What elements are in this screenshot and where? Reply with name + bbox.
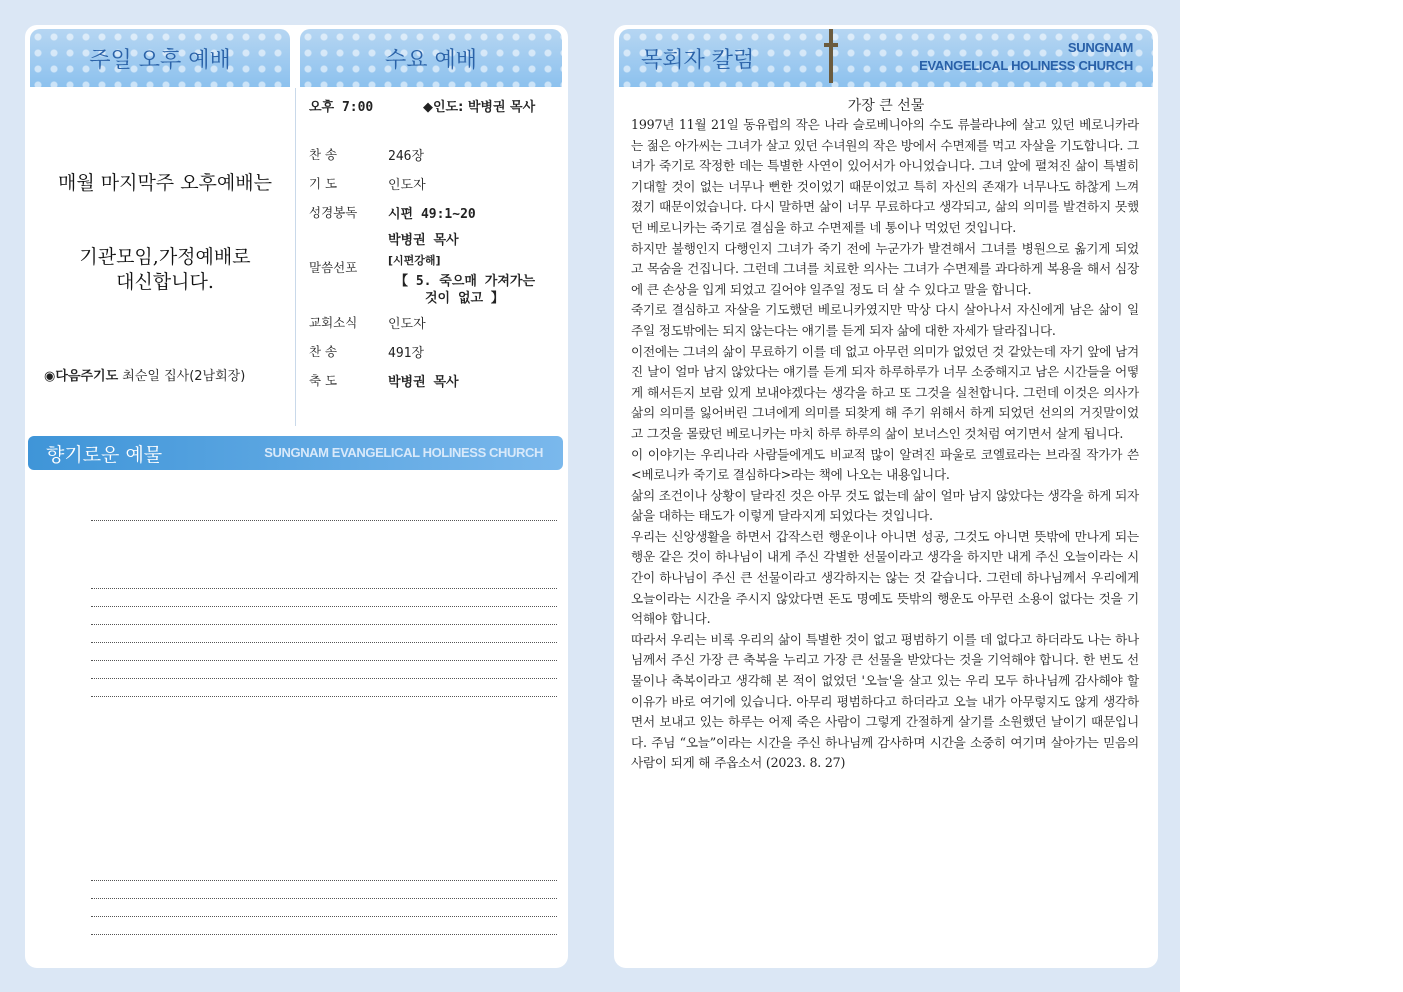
column-paragraph: 하지만 불행인지 다행인지 그녀가 죽기 전에 누군가가 발견해서 그녀를 병원으로 옮기게 되었고 목숨을 건집니다. 그런데 그녀를 치료한 의사는 그녀가 수면제를 과다하게 복용을 해서 심장에 큰 손상을 입게 되었고 길어야 일주일 정도 더 살 수 있다고 말을 합니다. bbox=[631, 240, 1139, 297]
row-label-sermon: 말씀선포 bbox=[309, 260, 358, 275]
row-label-scripture: 성경봉독 bbox=[309, 205, 358, 220]
sermon-title-line1: 【 5. 죽으매 가져가는 bbox=[395, 274, 536, 289]
next-prayer bbox=[44, 365, 245, 384]
column-divider bbox=[295, 88, 296, 426]
column-paragraph: 이전에는 그녀의 삶이 무료하기 이를 데 없고 아무런 의미가 없었던 것 같았는데 자기 앞에 남겨진 날이 얼마 남지 않았다는 얘기를 듣게 되자 하루하루가 너무 소중해지고 남은 시간들을 어떻게 해서든지 보람 있게 보내야겠다는 생각을 하고 또 그것을 실천합니다. 그런데 이것은 의사가 삶의 의미를 잃어버린 그녀에게 의미를 되찾게 해 주기 위해서 하게 되었던 선의의 거짓말이었고 그것을 몰랐던 베로니카는 마치 하루 하루의 삶이 보너스인 것처럼 여기면서 살게 됩니다. bbox=[631, 343, 1139, 441]
next-prayer-value: 최순일 집사(2남회장) bbox=[118, 369, 246, 384]
sermon-title-line2: 것이 없고 】 bbox=[425, 291, 504, 306]
offering-title: 향기로운 예물 bbox=[46, 444, 163, 466]
column-paragraph: 우리는 신앙생활을 하면서 갑작스런 행운이나 아니면 성공, 그것도 아니면 뜻밖에 만나게 되는 행운 같은 것이 하나님이 내게 주신 각별한 선물이라고 생각을 하지만 내게 주신 오늘이라는 시간이 하나님이 주신 큰 선물이라고 생각하지는 않는 것 같습니다. 그런데 하나님께서 우리에게 오늘이라는 시간을 주시지 않았다면 돈도 명예도 뜻밖의 행운도 아무런 소용이 없다는 것을 기억해야 합니다. bbox=[631, 528, 1139, 627]
sunday-notice-line1: 매월 마지막주 오후예배는 bbox=[58, 172, 272, 194]
row-value-hymn1: 246장 bbox=[388, 149, 425, 164]
row-value-hymn2: 491장 bbox=[388, 346, 425, 361]
wednesday-service-title: 수요 예배 bbox=[384, 47, 477, 73]
offering-line bbox=[91, 642, 557, 643]
offering-line bbox=[91, 916, 557, 917]
column-paragraph: 이 이야기는 우리나라 사람들에게도 비교적 많이 알려진 파울로 코엘료라는 브라질 작가가 쓴 <베로니카 죽기로 결심하다>라는 책에 나오는 내용입니다. bbox=[631, 446, 1139, 483]
column-paragraph: 따라서 우리는 비록 우리의 삶이 특별한 것이 없고 평범하기 이를 데 없다고 하더라도 나는 하나님께서 주신 가장 큰 축복을 누리고 가장 큰 선물을 받았다는 것을 기억해야 합니다. 한 번도 선물이나 축복이라고 생각해 본 적이 없었던 '오늘'을 살고 있는 우리 모두 하나님께 감사해야 할 이유가 바로 여기에 있습니다. 아무리 평범하다고 하더라고 오늘 내가 아무렇지도 않게 생각하면서 보내고 있는 하루는 어제 죽은 사람이 그렇게 간절하게 살기를 소원했던 날이기 때문입니다. 주님 “오늘”이라는 시간을 주신 하나님께 감사하며 시간을 소중히 여기며 살아가는 믿음의 사람이 되게 해 주옵소서 (2023. 8. 27) bbox=[631, 631, 1139, 771]
church-name-line2: EVANGELICAL HOLINESS CHURCH bbox=[919, 58, 1133, 73]
offering-line bbox=[91, 696, 557, 697]
row-label-news: 교회소식 bbox=[309, 315, 358, 330]
wednesday-leader: ◆인도: 박병권 목사 bbox=[423, 100, 536, 115]
sunday-afternoon-title: 주일 오후 예배 bbox=[89, 47, 231, 73]
row-label-hymn2: 찬 송 bbox=[309, 344, 338, 359]
offering-line bbox=[91, 606, 557, 607]
row-value-scripture: 시편 49:1∼20 bbox=[388, 207, 476, 222]
left-panel bbox=[25, 25, 568, 968]
offering-line bbox=[91, 624, 557, 625]
pastor-column-header bbox=[619, 29, 1153, 87]
offering-line bbox=[91, 660, 557, 661]
next-prayer-label: ◉다음주기도 bbox=[44, 369, 119, 384]
sunday-notice-line3: 대신합니다. bbox=[116, 271, 214, 293]
offering-line bbox=[91, 520, 557, 521]
column-article-title: 가장 큰 선물 bbox=[847, 98, 925, 114]
wednesday-service-header bbox=[300, 29, 562, 87]
offering-line bbox=[91, 934, 557, 935]
offering-line bbox=[91, 678, 557, 679]
column-paragraph: 삶의 조건이나 상황이 달라진 것은 아무 것도 없는데 삶이 얼마 남지 않았다는 생각을 하게 되자 삶을 대하는 태도가 이렇게 달라지게 되었다는 것입니다. bbox=[631, 487, 1139, 524]
row-label-hymn1: 찬 송 bbox=[309, 147, 338, 162]
column-article-body bbox=[631, 115, 1139, 774]
row-value-news: 인도자 bbox=[388, 317, 426, 332]
row-value-preacher: 박병권 목사 bbox=[388, 233, 459, 248]
column-paragraph: 1997년 11월 21일 동유럽의 작은 나라 슬로베니아의 수도 류블라냐에 살고 있던 베로니카라는 젊은 아가씨는 그녀가 살고 있던 수녀원의 작은 방에서 수면제를 먹고 자살을 기도합니다. 그녀가 죽기로 작정한 데는 특별한 사연이 있어서가 아니었습니다. 그녀 앞에 펼쳐진 삶이 특별히 기대할 것이 없는 너무나 뻔한 것이었기 때문이었고 특히 자신의 존재가 너무나도 하찮게 느껴졌기 때문이었습니다. 다시 말하면 삶이 너무 무료하다고 생각되고, 삶의 의미를 발견하지 못했던 베로니카는 죽기로 결심을 하고 수면제를 네 통이나 먹었던 것입니다. bbox=[631, 117, 1139, 235]
offering-header bbox=[28, 436, 563, 470]
church-logo-text bbox=[919, 39, 1133, 75]
sunday-afternoon-header bbox=[30, 29, 290, 87]
sermon-series-tag: [시편강해] bbox=[388, 254, 441, 267]
offering-church-name: SUNGNAM EVANGELICAL HOLINESS CHURCH bbox=[264, 445, 543, 460]
offering-line bbox=[91, 898, 557, 899]
column-paragraph: 죽기로 결심하고 자살을 기도했던 베로니카였지만 막상 다시 살아나서 자신에게 남은 삶이 일주일 정도밖에는 되지 않는다는 얘기를 듣게 되자 삶에 대한 자세가 달라집니다. bbox=[631, 302, 1139, 338]
sunday-notice-line2: 기관모임,가정예배로 bbox=[79, 246, 251, 268]
row-value-benediction: 박병권 목사 bbox=[388, 375, 459, 390]
pastor-column-title: 목회자 칼럼 bbox=[641, 48, 755, 73]
row-label-prayer: 기 도 bbox=[309, 176, 338, 191]
church-name-line1: SUNGNAM bbox=[1067, 40, 1133, 55]
row-value-prayer: 인도자 bbox=[388, 178, 426, 193]
row-label-benediction: 축 도 bbox=[309, 373, 338, 388]
offering-line bbox=[91, 880, 557, 881]
wednesday-time: 오후 7:00 bbox=[309, 100, 374, 115]
cross-icon bbox=[824, 29, 838, 83]
offering-line bbox=[91, 588, 557, 589]
